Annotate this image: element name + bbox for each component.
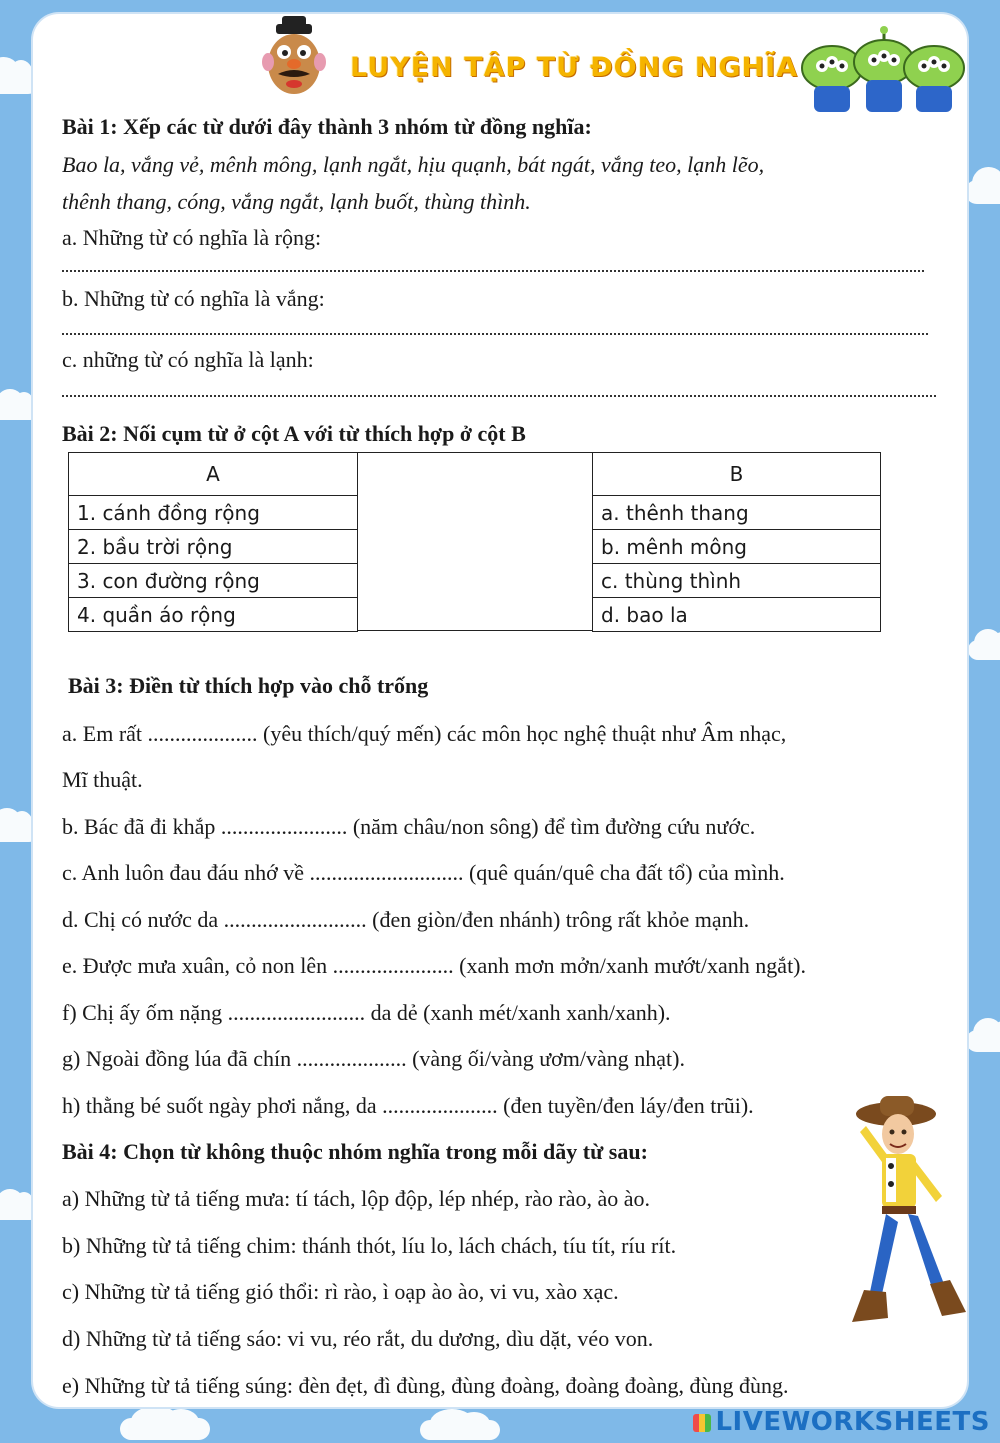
cloud-decoration (965, 180, 1000, 204)
bai3-item-e[interactable]: e. Được mưa xuân, cỏ non lên ...................... (xanh mơn mởn/xanh mướt/xanh ngắt). (62, 953, 807, 978)
footer-brand: LIVEWORKSHEETS (715, 1407, 990, 1437)
column-a-item[interactable]: 4. quần áo rộng (69, 598, 358, 632)
bai1-item-c: c. những từ có nghĩa là lạnh: (62, 347, 314, 372)
bai3-item-f[interactable]: f) Chị ấy ốm nặng ......................... da dẻ (xanh mét/xanh xanh/xanh). (62, 1000, 671, 1025)
bai4-item-b[interactable]: b) Những từ tả tiếng chim: thánh thót, líu lo, lách chách, tíu tít, ríu rít. (62, 1233, 677, 1258)
column-b-item[interactable]: b. mênh mông (593, 530, 881, 564)
column-a-item[interactable]: 1. cánh đồng rộng (69, 496, 358, 530)
bai1-item-a: a. Những từ có nghĩa là rộng: (62, 225, 322, 250)
bai3-item-g[interactable]: g) Ngoài đồng lúa đã chín .................... (vàng ối/vàng ươm/vàng nhạt). (62, 1046, 685, 1071)
bai4-heading: Bài 4: Chọn từ không thuộc nhóm nghĩa trong mỗi dãy từ sau: (62, 1139, 648, 1164)
woody-illustration (846, 1092, 972, 1342)
bai3-heading: Bài 3: Điền từ thích hợp vào chỗ trống (68, 673, 429, 698)
column-a-item[interactable]: 2. bầu trời rộng (69, 530, 358, 564)
answer-line-a[interactable] (62, 270, 924, 272)
aliens-illustration (792, 26, 972, 114)
bai1-heading (62, 114, 592, 140)
bai1-instruction: : Xếp các từ dưới đây thành 3 nhóm từ đồng nghĩa: (110, 114, 592, 139)
column-b-item[interactable]: c. thùng thình (593, 564, 881, 598)
cloud-decoration (120, 1418, 210, 1440)
bai4-item-a[interactable]: a) Những từ tả tiếng mưa: tí tách, lộp độp, lép nhép, rào rào, ào ào. (62, 1186, 651, 1211)
column-b-header: B (593, 453, 881, 496)
column-a-header: A (69, 453, 358, 496)
bai3-item-a[interactable]: a. Em rất .................... (yêu thích/quý mến) các môn học nghệ thuật như Âm nhạc, (62, 721, 787, 746)
column-b-item[interactable]: a. thênh thang (593, 496, 881, 530)
bai2-heading: Bài 2: Nối cụm từ ở cột A với từ thích hợp ở cột B (62, 421, 526, 446)
bai3-item-d[interactable]: d. Chị có nước da .......................... (đen giòn/đen nhánh) trông rất khỏe mạnh. (62, 907, 750, 932)
bai3-item-b[interactable]: b. Bác đã đi khắp ....................... (năm châu/non sông) để tìm đường cứu nước. (62, 814, 756, 839)
answer-line-c[interactable] (62, 395, 936, 397)
cloud-decoration (420, 1420, 500, 1440)
bai1-words-line1: Bao la, vắng vẻ, mênh mông, lạnh ngắt, hịu quạnh, bát ngát, vắng teo, lạnh lẽo, (62, 152, 765, 177)
cloud-decoration (966, 1030, 1000, 1052)
bai1-item-b: b. Những từ có nghĩa là vắng: (62, 286, 325, 311)
bai3-item-h[interactable]: h) thằng bé suốt ngày phơi nắng, da ..................... (đen tuyền/đen láy/đen trũi). (62, 1093, 754, 1118)
liveworksheets-icon (693, 1414, 711, 1432)
column-a-table (68, 452, 358, 632)
bai3-item-c[interactable]: c. Anh luôn đau đáu nhớ về ............................ (quê quán/quê cha đất tổ) của mình. (62, 860, 785, 885)
page-title: LUYỆN TẬP TỪ ĐỒNG NGHĨA (350, 52, 799, 83)
cloud-decoration (968, 640, 1000, 660)
bai4-item-c[interactable]: c) Những từ tả tiếng gió thổi: rì rào, ì oạp ào ào, vi vu, xào xạc. (62, 1279, 619, 1304)
bai4-item-e[interactable]: e) Những từ tả tiếng súng: đèn đẹt, đì đùng, đùng đoàng, đoàng đoàng, đùng đùng. (62, 1373, 789, 1398)
liveworksheets-logo[interactable] (693, 1407, 990, 1437)
bai4-item-d[interactable]: d) Những từ tả tiếng sáo: vi vu, réo rắt, du dương, dìu dặt, véo von. (62, 1326, 654, 1351)
answer-line-b[interactable] (62, 333, 928, 335)
bai1-words-line2: thênh thang, cóng, vắng ngắt, lạnh buốt, thùng thình. (62, 189, 531, 214)
column-b-item[interactable]: d. bao la (593, 598, 881, 632)
matching-area[interactable] (357, 452, 593, 631)
column-b-table (592, 452, 881, 632)
bai1-label: Bài 1 (62, 114, 111, 139)
column-a-item[interactable]: 3. con đường rộng (69, 564, 358, 598)
bai3-item-a-cont: Mĩ thuật. (62, 767, 143, 792)
potato-head-illustration (262, 16, 326, 98)
